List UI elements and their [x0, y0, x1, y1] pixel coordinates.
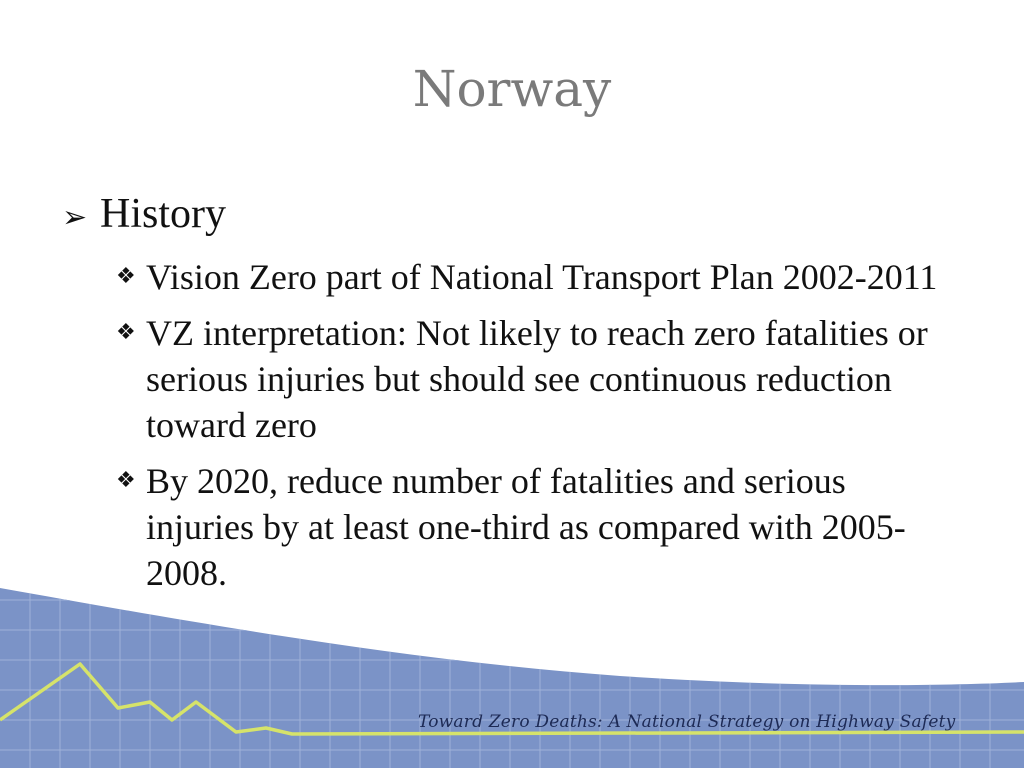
bullet-history	[62, 188, 962, 244]
subbullet-text: Vision Zero part of National Transport Plan 2002-2011	[146, 257, 938, 297]
subbullet-2020-target	[116, 458, 962, 596]
slide-title: Norway	[412, 60, 612, 118]
diamond-bullet-icon: ❖	[116, 320, 136, 345]
slide-body	[62, 188, 962, 596]
subbullet-transport-plan	[116, 254, 962, 300]
diamond-bullet-icon: ❖	[116, 468, 136, 493]
subbullet-text: VZ interpretation: Not likely to reach zero fatalities or serious injuries but should see continuous reduction toward zero	[146, 313, 928, 445]
subbullet-text: By 2020, reduce number of fatalities and serious injuries by at least one-third as compared with 2005-2008.	[146, 461, 906, 593]
bullet-text: History	[100, 191, 226, 237]
arrow-bullet-icon: ➢	[62, 200, 88, 235]
subbullet-vz-interpretation	[116, 310, 962, 448]
diamond-bullet-icon: ❖	[116, 264, 136, 289]
footer-tagline: Toward Zero Deaths: A National Strategy on Highway Safety	[418, 712, 956, 732]
